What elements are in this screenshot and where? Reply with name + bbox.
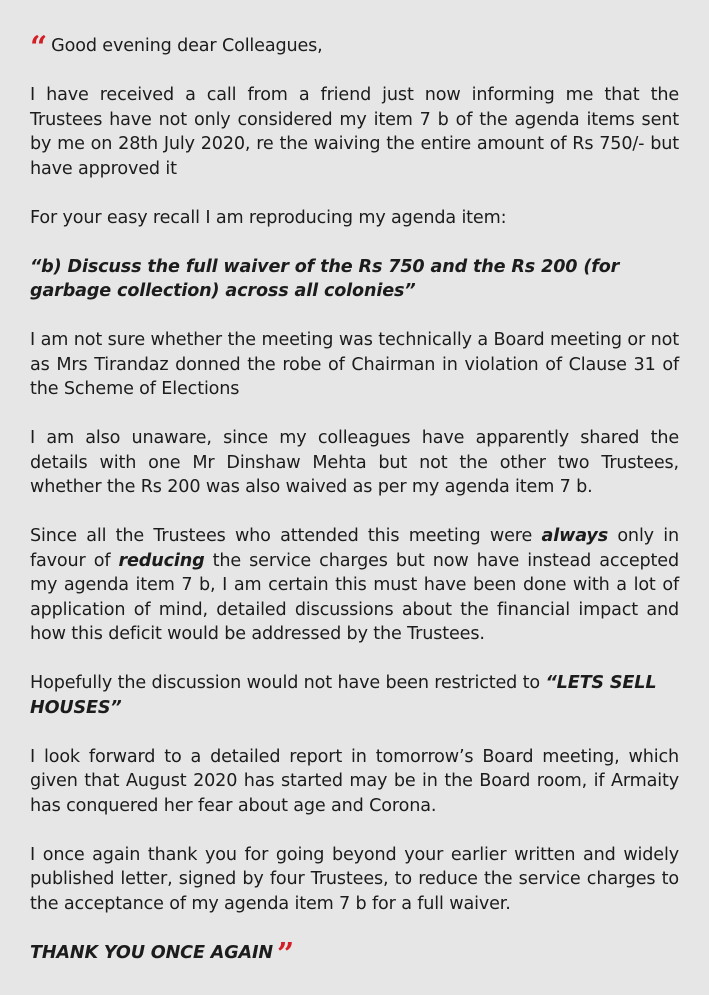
- paragraph-report: I look forward to a detailed report in tomorrow’s Board meeting, which given that August 2020 has started may be in the Board room, if Armaity has conquered her fear about age and Corona.: [30, 746, 679, 816]
- closing-line: THANK YOU ONCE AGAIN: [30, 942, 273, 963]
- p5-emphasis-always: always: [541, 526, 609, 546]
- paragraph-thank-you: I once again thank you for going beyond your earlier written and widely published letter, signed by four Trustees, to reduce the service charges to the acceptance of my agenda item 7 b for a full waiver.: [30, 844, 679, 914]
- paragraph-unaware: I am also unaware, since my colleagues have apparently shared the details with one Mr Dinshaw Mehta but not the other two Trustees, whether the Rs 200 was also waived as per my agenda item 7 b.: [30, 428, 679, 497]
- opening-quote-mark: “: [30, 30, 48, 65]
- p6-text: Hopefully the discussion would not have been restricted to: [30, 673, 546, 693]
- greeting-paragraph: [30, 30, 679, 65]
- p5-text-b: only in favour of: [30, 526, 679, 571]
- greeting: Good evening dear Colleagues,: [51, 36, 323, 56]
- agenda-item-quote: “b) Discuss the full waiver of the Rs 750 and the Rs 200 (for garbage collection) across all colonies”: [30, 256, 620, 301]
- paragraph-recall: For your easy recall I am reproducing my agenda item:: [30, 207, 507, 228]
- closing-paragraph: [30, 936, 679, 972]
- paragraph-trustees: [30, 524, 679, 647]
- p5-emphasis-reducing: reducing: [118, 550, 205, 571]
- p6-emphasis-lets-sell-houses: “LETS SELL HOUSES”: [30, 673, 657, 718]
- p5-text-c: the service charges but now have instead accepted my agenda item 7 b, I am certain this must have been done with a lot of application of mind, detailed discussions about the financial impact and how this deficit would be addressed by the Trustees.: [30, 550, 679, 644]
- closing-quote-mark: ”: [277, 936, 295, 972]
- paragraph-meeting-status: I am not sure whether the meeting was technically a Board meeting or not as Mrs Tirandaz donned the robe of Chairman in violation of Clause 31 of the Scheme of Elections: [30, 330, 679, 399]
- p5-text-a: Since all the Trustees who attended this meeting were: [30, 526, 542, 546]
- paragraph-call-received: I have received a call from a friend just now informing me that the Trustees have not only considered my item 7 b of the agenda items sent by me on 28th July 2020, re the waiving the entire amount of Rs 750/- but have approved it: [30, 85, 679, 179]
- paragraph-hopefully: [30, 671, 679, 720]
